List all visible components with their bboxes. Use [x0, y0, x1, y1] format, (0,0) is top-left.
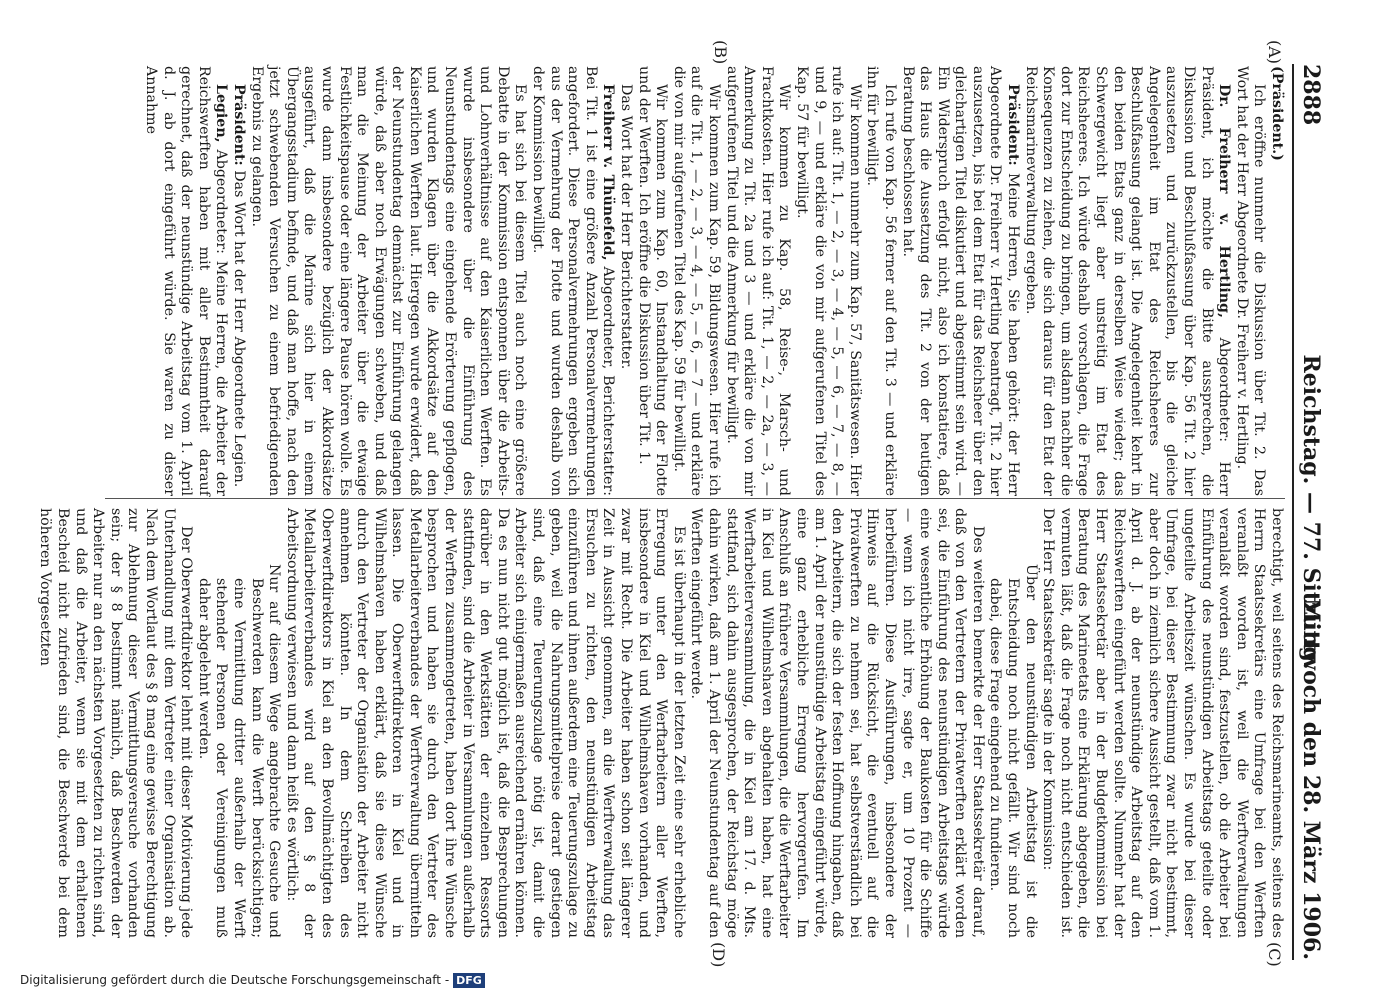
- paragraph: Dr. Freiherr v. Hertling, Abgeordneter: Herr Präsident, ich möchte die Bitte aussprechen, die Diskussion und Beschlußfassung über Kap. 56 Tit. 2 hier auszusetzen und zurückzustellen, bis die gleiche Angelegenheit im Etat des Reichsheeres zur Beschlußfassung gelangt ist. Die Angelegenheit kehrt in den beiden Etats ganz in derselben Weise wieder; das Schwergewicht liegt aber unstreitig im Etat des Reichsheeres. Ich würde deshalb vorschlagen, die Frage dort zur Entscheidung zu bringen, um alsdann nachher die Konsequenzen zu ziehen, die sich daraus für den Etat der Reichsmarineverwaltung ergeben.: [1022, 66, 1233, 496]
- paragraph: Es hat sich bei diesem Titel auch noch eine größere Debatte in der Kommission entsponnen über die Arbeits- und Lohnverhältnisse auf den Kaiserlichen Werften. Es wurde insbesondere über die Einführung des Neunstundentags eine eingehende Erörterung gepflogen, und wurden Klagen über die Akkordsätze auf den Kaiserlichen Werften laut. Hiergegen wurde erwidert, daß der Neunstundentag demnächst zur Einführung gelangen würde, daß aber noch Erwägungen schweben, und daß man die Meinung der Arbeiter über die etwaige Festlichkeitspause oder eine längere Pause hören wolle. Es wurde dann insbesondere bezüglich der Akkordsätze ausgeführt, daß die Marine sich hier in einem Übergangsstadium befinde, und daß man hoffe, nach den jetzt schwebenden Versuchen zu einem befriedigenden Ergebnis zu gelangen.: [248, 66, 529, 496]
- speaker-name: Dr. Freiherr v. Hertling,: [1216, 84, 1233, 318]
- paragraph: berechtigt, weil seitens des Reichsmarineamts, seitens des Herrn Staatssekretärs eine Umfrage bei den Werften veranlaßt worden ist, weil die Werftverwaltungen veranlaßt worden sind, festzustellen, ob die Arbeiter bei Einführung des neunstündigen Arbeitstags geteilte oder ungeteilte Arbeitszeit wünschen. Es wurde bei dieser Umfrage, bei dieser Bestimmung zwar nicht bestimmt, aber doch in ziemlich sichere Aussicht gestellt, daß vom 1. April d. J. ab der neunstündige Arbeitstag auf den Reichswerften eingeführt werden sollte. Nunmehr hat der Herr Staatssekretär aber in der Budgetkommission bei Beratung des Marineetats eine Erklärung abgegeben, die vermuten läßt, daß die Frage noch nicht entschieden ist. Der Herr Staatssekretär sagte in der Kommission:: [1040, 508, 1285, 938]
- speaker-name: Präsident:: [230, 84, 247, 166]
- paragraph: Ich eröffne nunmehr die Diskussion über Tit. 2. Das Wort hat der Herr Abgeordnete Dr. Freiherr v. Hertling.: [1233, 66, 1268, 496]
- paragraph: Präsident: Meine Herren, Sie haben gehört: der Herr Abgeordnete Dr. Freiherr v. Hertling beantragt, Tit. 2 hier auszusetzen, bis bei dem Etat für das Reichsheer über den gleichartigen Titel diskutiert und abgestimmt sein wird. — Ein Widerspruch erfolgt nicht, also ich konstatiere, daß das Haus die Aussetzung des Tit. 2 von der heutigen Beratung beschlossen hat.: [899, 66, 1022, 496]
- paragraph: Legien, Abgeordneter: Meine Herren, die Arbeiter der Reichswerften haben mit aller Bestimmtheit darauf gerechnet, daß der neunstündige Arbeitstag vom 1. April d. J. ab dort eingeführt würde. Sie waren zu dieser Annahme: [143, 66, 230, 496]
- paragraph: Wir kommen zum Kap. 59, Bildungswesen. Hier rufe ich auf die Tit. 1, — 2, — 3, — 4, — 5, — 6, — 7 — und erkläre die von mir aufgerufenen Titel des Kap. 59 für bewilligt.: [670, 66, 722, 496]
- quotation: Nur auf diesem Wege angebrachte Gesuche und Beschwerden kann die Werft berücksichtigen; eine Vermittlung dritter außerhalb der Werft stehender Personen oder Vereinigungen muß daher abgelehnt werden.: [195, 564, 283, 938]
- paragraph: Freiherr v. Thünefeld, Abgeordneter, Berichterstatter: Bei Tit. 1 ist eine größere Anzahl Personalvermehrungen angefordert. Diese Personalvermehrungen ergeben sich aus der Vermehrung der Flotte und wurden deshalb von der Kommission bewilligt.: [530, 66, 617, 497]
- dfg-logo: DFG: [453, 973, 485, 988]
- footer-text: Digitalisierung gefördert durch die Deutsche Forschungsgemeinschaft -: [20, 973, 450, 987]
- margin-marker-b: (B): [711, 40, 730, 65]
- column-divider: [105, 498, 1285, 499]
- paragraph: Wir kommen nunmehr zum Kap. 57, Sanitätswesen. Hier rufe ich auf: Tit. 1, — 2, — 3, — 4, — 5, — 6, — 7, — 8, — und 9, — und erkläre die von mir aufgerufenen Titel des Kap. 57 für bewilligt.: [793, 66, 863, 496]
- page-number: 2888: [1298, 64, 1324, 126]
- speaker-name: Freiherr v. Thünefeld,: [600, 84, 617, 261]
- margin-marker-c: (C): [1265, 942, 1284, 967]
- paragraph: Des weiteren bemerkte der Herr Staatssekretär darauf, daß von den Vertretern der Privatwerften erklärt worden sei, die Einführung des neunstündigen Arbeitstags würde eine wesentliche Erhöhung der Baukosten für die Schiffe — wenn ich nicht irre, sagte er, um 10 Prozent — herbeiführen. Diese Ausführungen, insbesondere der Hinweis auf die Rücksicht, die eventuell auf die Privatwerften zu nehmen sei, hat selbstverständlich bei den Arbeitern, die sich der festen Hoffnung hingaben, daß am 1. April der neunstündige Arbeitstag eingeführt würde, eine ganz erhebliche Erregung hervorgerufen. Im Anschluß an frühere Versammlungen, die die Werftarbeiter in Kiel und Wilhelmshaven abgehalten haben, hat eine Werftarbeiterversammlung, die in Kiel am 17. d. Mts. stattfand, sich dahin ausgesprochen, der Reichstag möge dahin wirken, daß am 1. April der Neunstundentag auf den Werften eingeführt werde.: [688, 508, 986, 938]
- paragraph: Präsident: Das Wort hat der Herr Abgeordnete Legien.: [230, 84, 247, 488]
- paragraph: Es ist überhaupt in der letzten Zeit eine sehr erhebliche Erregung unter den Werftarbeitern aller Werften, insbesondere in Kiel und Wilhelmshaven vorhanden, und zwar mit Recht. Die Arbeiter haben schon seit längerer Zeit in Aussicht genommen, an die Werftverwaltung das Ersuchen zu richten, den neunstündigen Arbeitstag einzuführen und ihnen außerdem eine Teuerungszulage zu geben, weil die Nahrungsmittelpreise derart gestiegen sind, daß eine Teuerungszulage nötig ist, damit die Arbeiter sich einigermaßen ausreichend ernähren können. Da es nun nicht gut möglich ist, daß die Besprechungen darüber in den Werkstätten der einzelnen Ressorts stattfinden, sind die Arbeiter in Versammlungen außerhalb der Werften zusammengetreten, haben dort ihre Wünsche besprochen und haben sie durch den Vertreter des Metallarbeiterverbandes der Werftverwaltung übermitteln lassen. Die Oberwerftdirektoren in Kiel und in Wilhelmshaven haben erklärt, daß sie diese Wünsche durch den Vertreter der Organisation der Arbeiter nicht annehmen könnten. In dem Schreiben des Oberwerftdirektors in Kiel an den Bevollmächtigten des Metallarbeiterverbandes wird auf den § 8 der Arbeitsordnung verwiesen und dann heißt es wörtlich:: [283, 508, 687, 938]
- speaker-name: Präsident:: [1005, 84, 1022, 166]
- paragraph: Das Wort hat der Herr Berichterstatter.: [618, 84, 635, 370]
- running-header: [1292, 64, 1328, 960]
- digitization-footer: [20, 973, 485, 988]
- paragraph: Ich rufe von Kap. 56 ferner auf den Tit. 3 — und erkläre ihn für bewilligt.: [864, 66, 898, 496]
- paragraph: Der Oberwerftdirektor lehnt mit dieser Motivierung jede Unterhandlung mit dem Vertreter einer Organisation ab. Nach dem Wortlaut des § 8 mag eine gewisse Berechtigung zur Ablehnung dieser Vermittlungsversuche vorhanden sein; der § 8 bestimmt nämlich, daß Beschwerden der Arbeiter nur an den nächsten Vorgesetzten zu richten sind, und daß die Arbeiter, wenn sie mit dem erhaltenen Bescheid nicht zufrieden sind, die Beschwerde bei dem höheren Vorgesetzten: [37, 508, 195, 938]
- speaker-label: (Präsident.): [1269, 66, 1285, 161]
- header-date: Mittwoch den 28. März 1906.: [1298, 598, 1324, 960]
- header-title: Reichstag. — 77. Sitzung.: [1298, 354, 1324, 670]
- paragraph: Wir kommen zum Kap. 60, Instandhaltung der Flotte und der Werften. Ich eröffne die Diskussion über Tit. 1.: [635, 66, 670, 496]
- margin-marker-a: (A): [1265, 40, 1284, 65]
- speaker-name: Legien,: [213, 84, 230, 143]
- right-column: [37, 508, 1285, 938]
- left-column: [103, 66, 1285, 496]
- paragraph: Wir kommen zu Kap. 58, Reise-, Marsch- und Frachtkosten. Hier rufe ich auf: Tit. 1, — 2, — 2a, — 3, — Anmerkung zu Tit. 2a und 3 — und erkläre die von mir aufgerufenen Titel und die Anmerkung für bewilligt.: [723, 66, 793, 496]
- margin-marker-d: (D): [709, 942, 728, 968]
- quotation: Über den neunstündigen Arbeitstag ist die Entscheidung noch nicht gefällt. Wir sind noch dabei, diese Frage eingehend zu fundieren.: [987, 564, 1039, 938]
